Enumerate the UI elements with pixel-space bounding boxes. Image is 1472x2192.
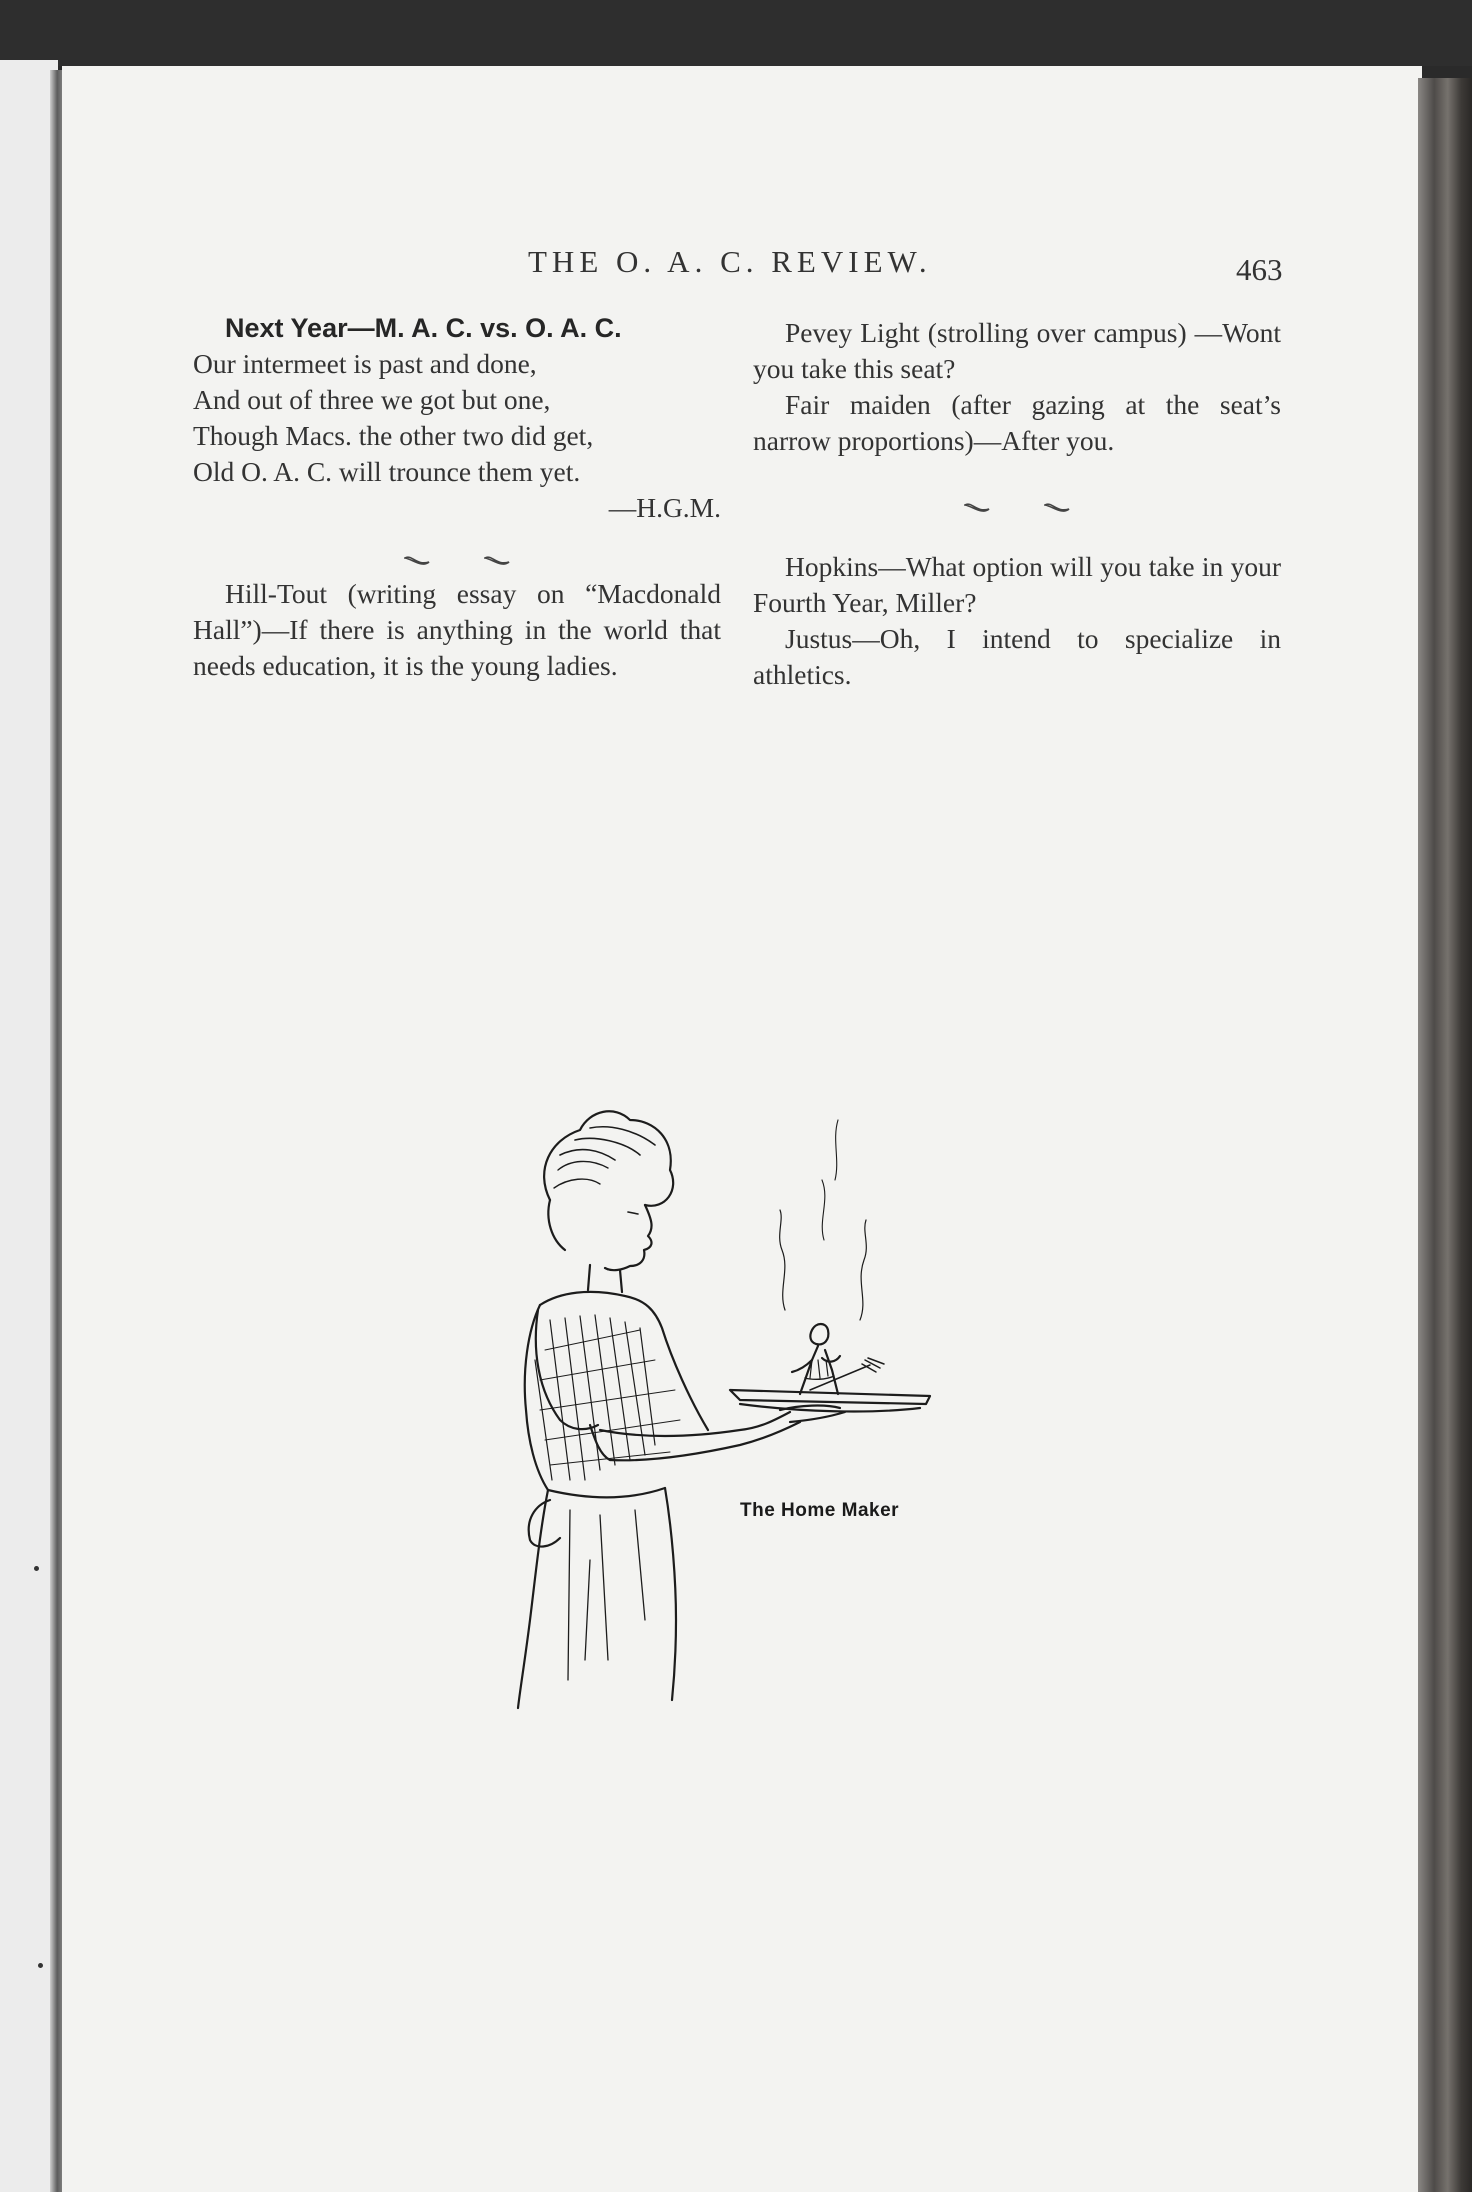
joke-justus: Justus—Oh, I intend to specialize in athletics. xyxy=(753,623,1281,690)
poem-signature: —H.G.M. xyxy=(608,492,721,523)
joke-pevey-light: Pevey Light (strolling over campus) —Wont you take this seat? xyxy=(753,317,1281,384)
running-title: THE O. A. C. REVIEW. xyxy=(528,244,932,279)
joke-hill-tout: Hill-Tout (writing essay on “Macdonald Hall”)—If there is anything in the world that needs education, it is the young ladies. xyxy=(193,578,721,681)
joke-fair-maiden: Fair maiden (after gazing at the seat’s narrow proportions)—After you. xyxy=(753,389,1281,456)
illustration-caption: The Home Maker xyxy=(740,1500,900,1521)
left-column xyxy=(193,310,721,684)
scan-speck xyxy=(34,1566,39,1571)
scan-speck xyxy=(38,1963,43,1968)
joke-hopkins: Hopkins—What option will you take in your Fourth Year, Miller? xyxy=(753,551,1281,618)
right-column xyxy=(753,315,1281,693)
scan-top-background xyxy=(0,0,1472,66)
section-separator xyxy=(753,473,1281,513)
poem-line: Old O. A. C. will trounce them yet. xyxy=(193,456,581,487)
poem-line: Though Macs. the other two did get, xyxy=(193,420,594,451)
ornament-icon xyxy=(484,540,510,552)
section-separator xyxy=(193,526,721,566)
page-stack-edge xyxy=(1418,78,1472,2192)
poem-heading: Next Year—M. A. C. vs. O. A. C. xyxy=(225,313,622,343)
ornament-icon xyxy=(404,540,430,552)
poem-line: Our intermeet is past and done, xyxy=(193,348,537,379)
ornament-icon xyxy=(1044,487,1070,499)
page-number: 463 xyxy=(1236,252,1283,287)
home-maker-illustration xyxy=(440,1060,1020,1710)
ornament-icon xyxy=(964,487,990,499)
poem-line: And out of three we got but one, xyxy=(193,384,551,415)
